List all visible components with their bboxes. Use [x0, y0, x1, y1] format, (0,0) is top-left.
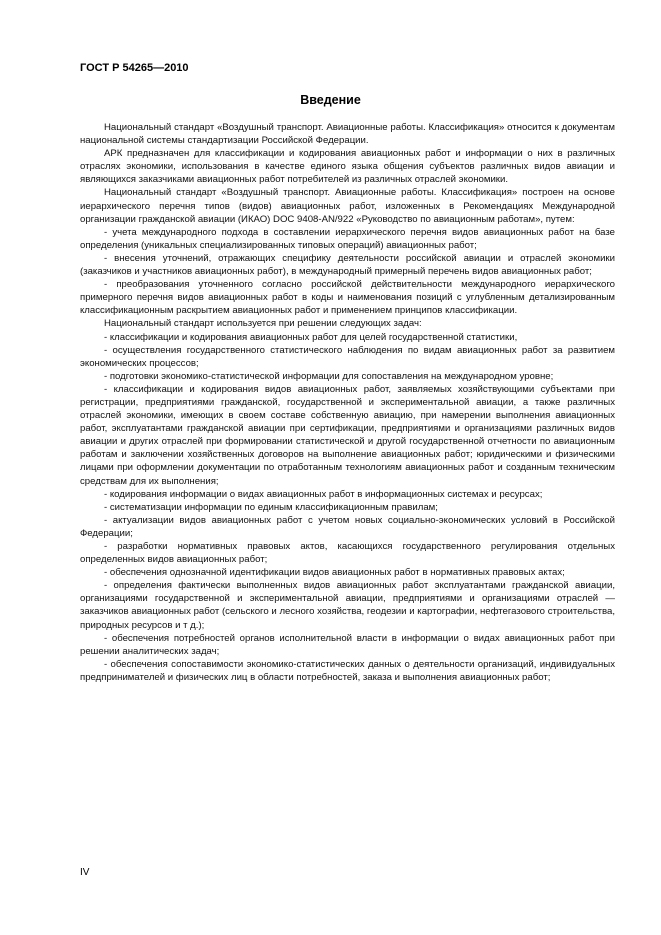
paragraph: Национальный стандарт используется при решении следующих задач: [104, 318, 422, 330]
standard-code-header: ГОСТ Р 54265—2010 [80, 62, 189, 74]
list-item: - преобразования уточненного согласно российской действительности международного иерархического примерного перечня видов авиационных работ в коды и наименования позиций с углубленным детализированным классификационным раскрытием авиационных работ и применением принципов классификации. [80, 279, 615, 317]
list-item: - систематизации информации по единым классификационным правилам; [104, 501, 438, 513]
list-item: - обеспечения однозначной идентификации видов авиационных работ в нормативных правовых актах; [104, 567, 565, 579]
list-item: - подготовки экономико-статистической информации для сопоставления на международном уровне; [104, 370, 554, 382]
list-item: - осуществления государственного статистического наблюдения по видам авиационных работ за развитием экономических процессов; [80, 344, 615, 369]
list-item: - классификации и кодирования авиационных работ для целей государственной статистики, [104, 331, 518, 343]
list-item: - учета международного подхода в составлении иерархического перечня видов авиационных работ на базе определения (уникальных специализированных типовых операций) авиационных работ; [80, 226, 615, 251]
list-item: - обеспечения сопоставимости экономико-статистических данных о деятельности организаций, индивидуальных предпринимателей и физических лиц в области потребностей, заказа и выполнения авиационных работ; [80, 658, 615, 683]
list-item: - кодирования информации о видах авиационных работ в информационных системах и ресурсах; [104, 488, 543, 500]
document-body [80, 121, 615, 684]
paragraph: Национальный стандарт «Воздушный транспорт. Авиационные работы. Классификация» построен на основе иерархического перечня типов (видов) авиационных работ, изложенных в Рекомендациях Международной организации гражданской авиации (ИКАО) DOC 9408-AN/922 «Руководство по авиационным работам», путем: [80, 187, 615, 225]
list-item: - обеспечения потребностей органов исполнительной власти в информации о видах авиационных работ при решении аналитических задач; [80, 632, 615, 657]
section-title: Введение [300, 93, 361, 107]
list-item: - внесения уточнений, отражающих специфику деятельности российской авиации и отраслей экономики (заказчиков и участников авиационных работ), в международный примерный перечень видов авиационных работ; [80, 252, 615, 278]
list-item: - разработки нормативных правовых актов, касающихся государственного регулирования отдельных определенных видов авиационных работ; [80, 541, 615, 566]
list-item: - определения фактически выполненных видов авиационных работ эксплуатантами гражданской авиации, организациями государственной и экспериментальной авиации, предприятиями и организациями отраслей — заказчиков авиационных работ (сельского и лесного хозяйства, геодезии и картографии, нефтегазового строительства, природных ресурсов и т д.); [80, 580, 615, 631]
paragraph: Национальный стандарт «Воздушный транспорт. Авиационные работы. Классификация» относится к документам национальной системы стандартизации Российской Федерации. [80, 122, 615, 147]
list-item: - классификации и кодирования видов авиационных работ, заявляемых хозяйствующими субъектами при регистрации, предприятиями гражданской, государственной и экспериментальной авиации, а также различных отраслей экономики, имеющих в своем составе собственную авиацию, при намерении выполнения авиационных работ, эксплуатантами гражданской авиации при сертификации, предприятиями и организациями различных видов авиации и других отраслей при формировании статистической и другой государственной отчетности по авиационным работам и заключении хозяйственных договоров на выполнение авиационных работ; юридическими и физическими лицами при оформлении документации по отработанным технологиям авиационных работ и созданным техническим средствам для их выполнения; [80, 383, 615, 487]
paragraph: АРК предназначен для классификации и кодирования авиационных работ и информации о них в различных отраслях экономики, использования в качестве единого языка общения субъектов различных видов авиации и являющихся заказчиками авиационных работ потребителей из различных отраслей экономики. [80, 148, 615, 186]
page-number: IV [80, 867, 90, 878]
list-item: - актуализации видов авиационных работ с учетом новых социально-экономических условий в Российской Федерации; [80, 514, 615, 539]
